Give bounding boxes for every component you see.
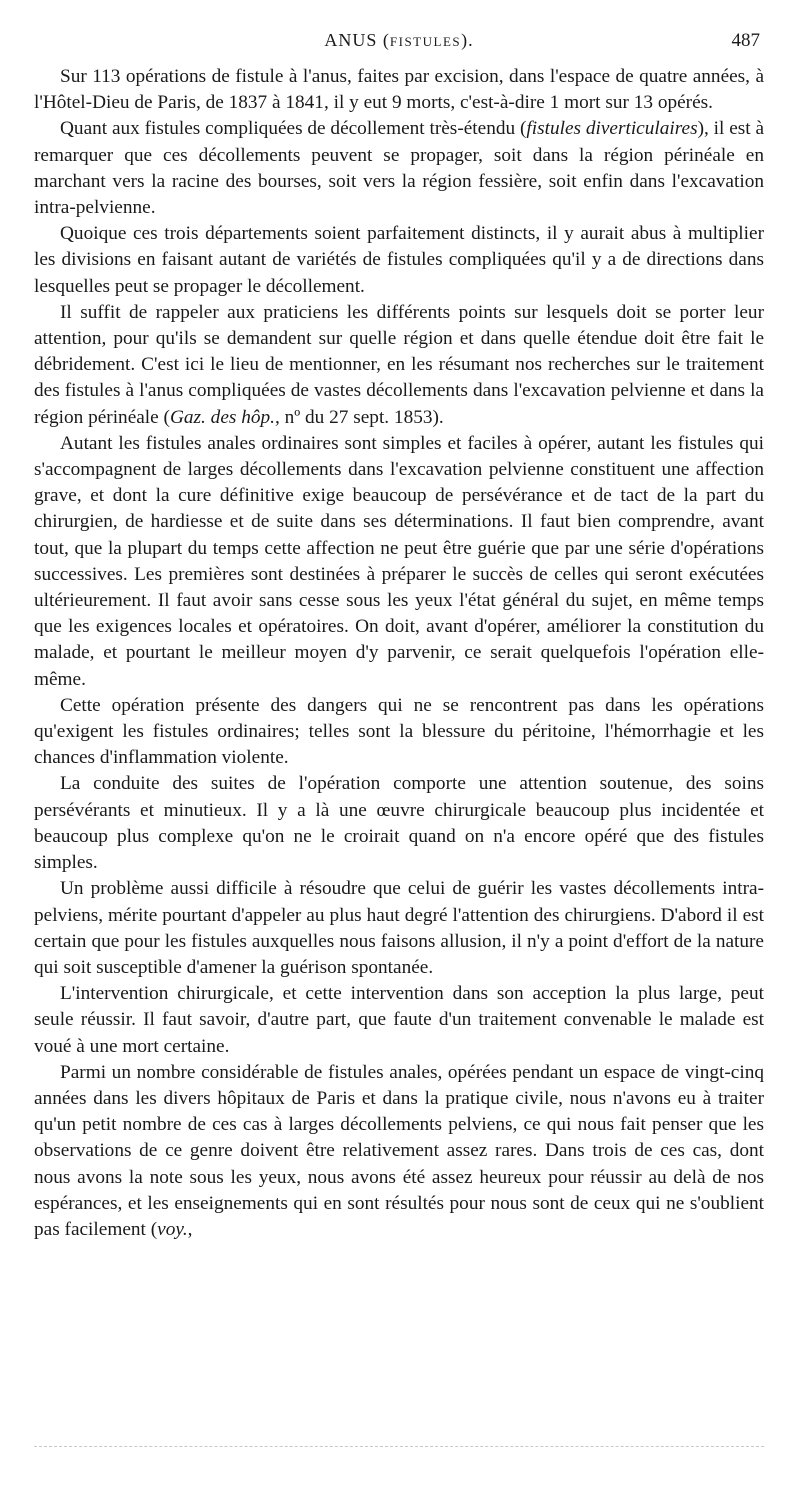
body-text [34,64,764,1243]
paragraph-text: L'intervention chirurgicale, et cette intervention dans son acception la plus large, peut seule réussir. Il faut savoir, d'autre part, que faute d'un traitement convenable le malade est voué à une mort certaine. [34,983,764,1057]
paragraph-text: Quant aux fistules compliquées de décollement très-étendu ( [60,118,527,140]
paragraph-text: Sur 113 opérations de fistule à l'anus, faites par excision, dans l'espace de quatre années, à l'Hôtel-Dieu de Paris, de 1837 à 1841, il y eut 9 morts, c'est-à-dire 1 mort sur 13 opérés. [34,66,764,114]
paragraph-text: ), il est à remarquer que ces décollements peuvent se propager, soit dans la région périnéale en marchant vers la racine des bourses, soit vers la région fessière, soit enfin dans l'excavation intra-pelvienne. [34,118,764,219]
paragraph [34,64,764,116]
italic-text: Gaz. des hôp. [169,406,275,428]
running-head [34,30,764,56]
running-title-caps: FISTULES [389,34,462,49]
paragraph [34,1060,764,1243]
italic-text: fistules diverticulaires [526,118,698,140]
paragraph [34,431,764,693]
paragraph-text: Autant les fistules anales ordinaires sont simples et faciles à opérer, autant les fistules qui s'accompagnent de larges décollements dans l'excavation pelvienne constituent une affection grave, et dont la cure définitive exige beaucoup de persévérance et de tact de la part du chirurgien, de hardiesse et de suite dans ses déterminations. Il faut bien comprendre, avant tout, que la plupart du temps cette affection ne peut être guérie que par une série d'opérations successives. Les premières sont destinées à préparer le succès de celles qui seront exécutées ultérieurement. Il faut avoir sans cesse sous les yeux l'état général du sujet, en même temps que les exigences locales et opératoires. On doit, avant d'opérer, améliorer la constitution du malade, et pourtant le meilleur moyen d'y parvenir, ce serait quelquefois l'opération elle-même. [34,432,764,690]
paragraph-text: Il suffit de rappeler aux praticiens les différents points sur lesquels doit se porter leur attention, pour qu'ils se demandent sur quelle région et dans quelle étendue doit être fait le débridement. C'est ici le lieu de mentionner, en les résumant nos recherches sur le traitement des fistules à l'anus compliquées de vastes décollements dans l'excavation pelvienne et dans la région périnéale ( [34,301,764,428]
paragraph [34,300,764,431]
running-title-end: ). [461,30,474,50]
paragraph-text: , nº du 27 sept. 1853). [274,406,444,428]
paragraph-text: Parmi un nombre considérable de fistules anales, opérées pendant un espace de vingt-cinq années dans les divers hôpitaux de Paris et dans la pratique civile, nous n'avons eu à traiter qu'un petit nombre de ces cas à larges décollements pelviens, ce qui nous fait penser que les observations de ce genre doivent être relativement assez rares. Dans trois de ces cas, dont nous avons la note sous les yeux, nous avons été assez heureux pour réussir au delà de nos espérances, et les enseignements qui en sont résultés pour nous sont de ceux qui ne s'oublient pas facilement ( [34,1061,764,1240]
italic-text: voy. [157,1218,188,1240]
paragraph [34,221,764,300]
paragraph [34,876,764,981]
bottom-rule [34,1446,764,1447]
paragraph-text: Cette opération présente des dangers qui ne se rencontrent pas dans les opérations qu'exigent les fistules ordinaires; telles sont la blessure du péritoine, l'hémorrhagie et les chances d'inflammation violente. [34,694,764,769]
running-title [34,30,764,51]
paragraph [34,771,764,876]
running-title-main: ANUS ( [324,30,390,50]
page-number: 487 [731,30,760,51]
paragraph-text: Un problème aussi difficile à résoudre que celui de guérir les vastes décollements intra-pelviens, mérite pourtant d'appeler au plus haut degré l'attention des chirurgiens. D'abord il est certain que pour les fistules auxquelles nous faisons allusion, il n'y a point d'effort de la nature qui soit susceptible d'amener la guérison spontanée. [34,878,764,978]
paragraph-text: La conduite des suites de l'opération comporte une attention soutenue, des soins persévérants et minutieux. Il y a là une œuvre chirurgicale beaucoup plus incidentée et beaucoup plus complexe qu'on ne le croirait quand on n'a encore opéré que des fistules simples. [34,773,764,874]
paragraph [34,981,764,1060]
paragraph [34,116,764,221]
paragraph-text: Quoique ces trois départements soient parfaitement distincts, il y aurait abus à multiplier les divisions en faisant autant de variétés de fistules compliquées qu'il y a de directions dans lesquelles peut se propager le décollement. [34,223,764,297]
paragraph-text: , [187,1218,193,1240]
paragraph [34,693,764,772]
